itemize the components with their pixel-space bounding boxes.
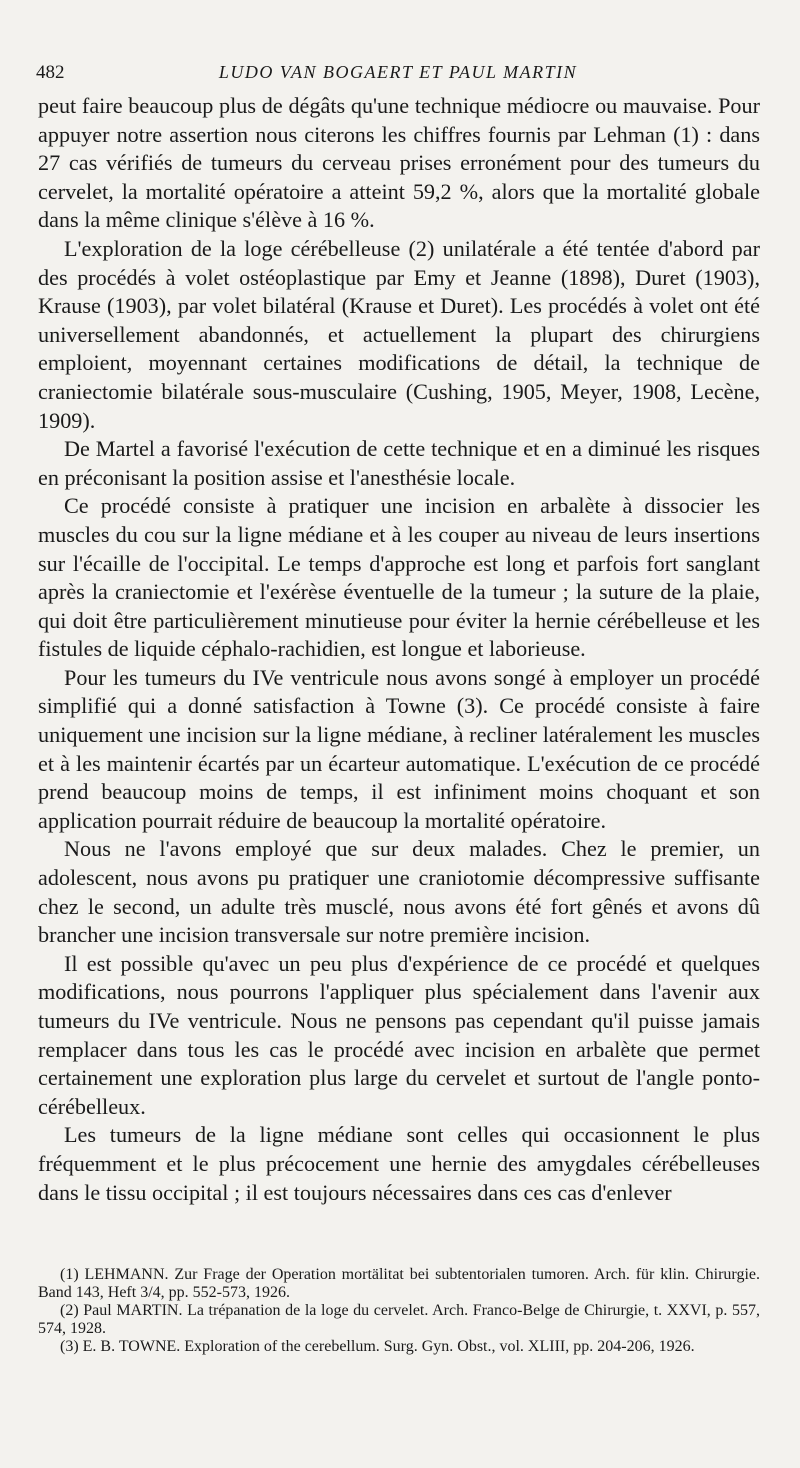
paragraph: Ce procédé consiste à pratiquer une incision en arbalète à dissocier les muscles du cou sur la ligne médiane et à les couper au niveau de leurs insertions sur l'écaille de l'occipital. Le temps d'approche est long et parfois fort sanglant après la craniectomie et l'exérèse éventuelle de la tumeur ; la suture de la plaie, qui doit être particulièrement minutieuse pour éviter la hernie cérébelleuse et les fistules de liquide céphalo-rachidien, est longue et laborieuse. bbox=[38, 493, 760, 662]
paragraph: Les tumeurs de la ligne médiane sont celles qui occasionnent le plus fréquemment et le plus précocement une hernie des amygdales cérébelleuses dans le tissu occipital ; il est toujours nécessaires dans ces cas d'enlever bbox=[38, 1122, 760, 1205]
paragraph: Nous ne l'avons employé que sur deux malades. Chez le premier, un adolescent, nous avons pu pratiquer une craniotomie décompressive suffisante chez le second, un adulte très musclé, nous avons été fort gênés et avons dû brancher une incision transversale sur notre première incision. bbox=[38, 836, 760, 948]
page-number: 482 bbox=[36, 62, 65, 83]
footnotes bbox=[38, 1266, 760, 1356]
footnote: (1) LEHMANN. Zur Frage der Operation mortälitat bei subtentorialen tumoren. Arch. für klin. Chirurgie. Band 143, Heft 3/4, pp. 552-573, 1926. bbox=[38, 1266, 760, 1301]
body-text bbox=[38, 92, 760, 1207]
running-title: LUDO VAN BOGAERT ET PAUL MARTIN bbox=[218, 62, 578, 82]
paragraph: De Martel a favorisé l'exécution de cette technique et en a diminué les risques en préconisant la position assise et l'anesthésie locale. bbox=[38, 436, 760, 490]
paragraph: Pour les tumeurs du IVe ventricule nous avons songé à employer un procédé simplifié qui a donné satisfaction à Towne (3). Ce procédé consiste à faire uniquement une incision sur la ligne médiane, à recliner latéralement les muscles et à les maintenir écartés par un écarteur automatique. L'exécution de ce procédé prend beaucoup moins de temps, il est infiniment moins choquant et son application pourrait réduire de beaucoup la mortalité opératoire. bbox=[38, 664, 760, 833]
footnote: (2) Paul MARTIN. La trépanation de la loge du cervelet. Arch. Franco-Belge de Chirurgie, t. XXVI, p. 557, 574, 1928. bbox=[38, 1302, 760, 1337]
paragraph: L'exploration de la loge cérébelleuse (2) unilatérale a été tentée d'abord par des procédés à volet ostéoplastique par Emy et Jeanne (1898), Duret (1903), Krause (1903), par volet bilatéral (Krause et Duret). Les procédés à volet ont été universellement abandonnés, et actuellement la plupart des chirurgiens emploient, moyennant certaines modifications de détail, la technique de craniectomie bilatérale sous-musculaire (Cushing, 1905, Meyer, 1908, Lecène, 1909). bbox=[38, 235, 760, 433]
paragraph: peut faire beaucoup plus de dégâts qu'une technique médiocre ou mauvaise. Pour appuyer notre assertion nous citerons les chiffres fournis par Lehman (1) : dans 27 cas vérifiés de tumeurs du cerveau prises erronément pour des tumeurs du cervelet, la mortalité opératoire a atteint 59,2 %, alors que la mortalité globale dans la même clinique s'élève à 16 %. bbox=[38, 93, 760, 233]
footnote: (3) E. B. TOWNE. Exploration of the cerebellum. Surg. Gyn. Obst., vol. XLIII, pp. 204-206, 1926. bbox=[60, 1338, 695, 1355]
paragraph: Il est possible qu'avec un peu plus d'expérience de ce procédé et quelques modifications, nous pourrons l'appliquer plus spécialement dans l'avenir aux tumeurs du IVe ventricule. Nous ne pensons pas cependant qu'il puisse jamais remplacer dans tous les cas le procédé avec incision en arbalète que permet certainement une exploration plus large du cervelet et surtout de l'angle ponto-cérébelleux. bbox=[38, 950, 760, 1119]
page-header bbox=[36, 62, 760, 88]
